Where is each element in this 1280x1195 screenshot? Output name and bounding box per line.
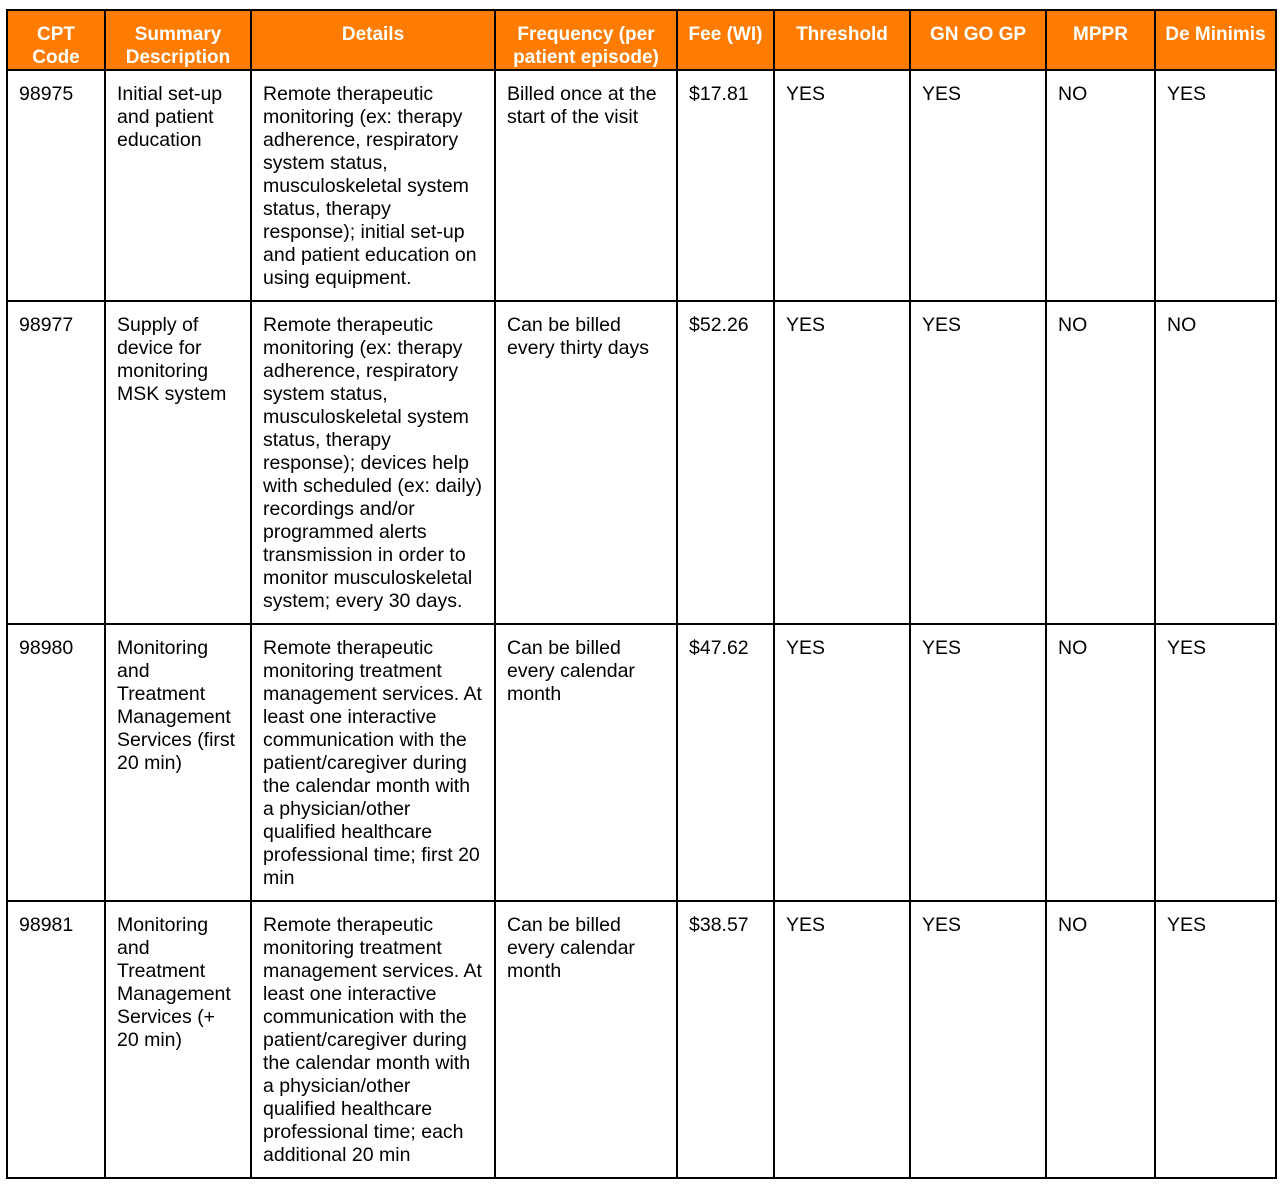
cpt-table-container [6, 9, 1277, 1179]
cell-frequency: Can be billed every thirty days [495, 301, 677, 624]
cell-gn-go-gp: YES [910, 301, 1046, 624]
header-cpt-code: CPT Code [7, 10, 105, 70]
cell-cpt-code: 98981 [7, 901, 105, 1178]
header-details: Details [251, 10, 495, 70]
cell-threshold: YES [774, 901, 910, 1178]
cell-mppr: NO [1046, 624, 1155, 901]
cell-frequency: Billed once at the start of the visit [495, 70, 677, 301]
cell-de-minimis: YES [1155, 624, 1276, 901]
table-header-row [7, 10, 1276, 70]
cell-threshold: YES [774, 301, 910, 624]
header-de-minimis: De Minimis [1155, 10, 1276, 70]
cell-gn-go-gp: YES [910, 901, 1046, 1178]
cell-gn-go-gp: YES [910, 70, 1046, 301]
header-summary-description: Summary Description [105, 10, 251, 70]
cell-fee: $38.57 [677, 901, 774, 1178]
cell-summary: Initial set-up and patient education [105, 70, 251, 301]
cell-summary: Supply of device for monitoring MSK system [105, 301, 251, 624]
cell-cpt-code: 98977 [7, 301, 105, 624]
cell-fee: $52.26 [677, 301, 774, 624]
table-row [7, 301, 1276, 624]
cell-mppr: NO [1046, 301, 1155, 624]
cell-threshold: YES [774, 624, 910, 901]
cell-de-minimis: YES [1155, 70, 1276, 301]
header-fee: Fee (WI) [677, 10, 774, 70]
table-row [7, 70, 1276, 301]
header-gn-go-gp: GN GO GP [910, 10, 1046, 70]
header-mppr: MPPR [1046, 10, 1155, 70]
cell-frequency: Can be billed every calendar month [495, 624, 677, 901]
cell-details: Remote therapeutic monitoring treatment management services. At least one interactive communication with the patient/caregiver during the calendar month with a physician/other qualified healthcare professional time; first 20 min [251, 624, 495, 901]
cell-fee: $17.81 [677, 70, 774, 301]
cell-mppr: NO [1046, 901, 1155, 1178]
cell-cpt-code: 98975 [7, 70, 105, 301]
cell-details: Remote therapeutic monitoring (ex: therapy adherence, respiratory system status, musculoskeletal system status, therapy response); devices help with scheduled (ex: daily) recordings and/or programmed alerts transmission in order to monitor musculoskeletal system; every 30 days. [251, 301, 495, 624]
cell-cpt-code: 98980 [7, 624, 105, 901]
cell-de-minimis: NO [1155, 301, 1276, 624]
cell-frequency: Can be billed every calendar month [495, 901, 677, 1178]
cell-mppr: NO [1046, 70, 1155, 301]
cell-threshold: YES [774, 70, 910, 301]
cell-fee: $47.62 [677, 624, 774, 901]
cell-de-minimis: YES [1155, 901, 1276, 1178]
table-row [7, 624, 1276, 901]
cpt-billing-table [6, 9, 1277, 1179]
cell-summary: Monitoring and Treatment Management Services (first 20 min) [105, 624, 251, 901]
header-frequency: Frequency (per patient episode) [495, 10, 677, 70]
cell-details: Remote therapeutic monitoring (ex: therapy adherence, respiratory system status, musculoskeletal system status, therapy response); initial set-up and patient education on using equipment. [251, 70, 495, 301]
table-row [7, 901, 1276, 1178]
cell-summary: Monitoring and Treatment Management Services (+ 20 min) [105, 901, 251, 1178]
cell-gn-go-gp: YES [910, 624, 1046, 901]
cell-details: Remote therapeutic monitoring treatment management services. At least one interactive communication with the patient/caregiver during the calendar month with a physician/other qualified healthcare professional time; each additional 20 min [251, 901, 495, 1178]
header-threshold: Threshold [774, 10, 910, 70]
